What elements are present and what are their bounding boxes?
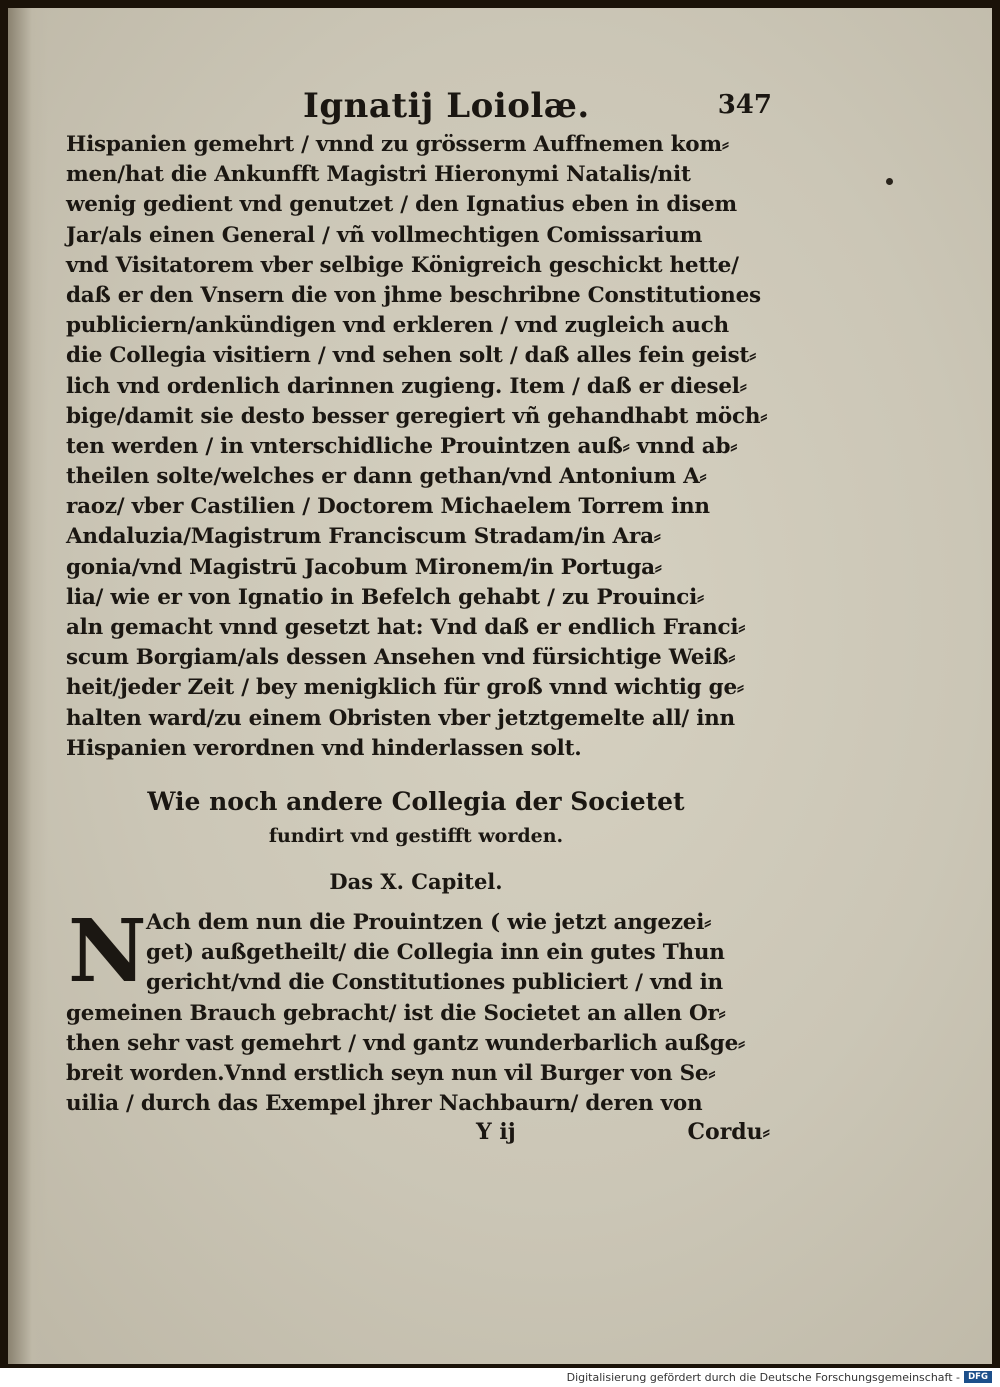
text-line: gonia/vnd Magistrū Jacobum Mironem/in Portuga⸗: [66, 554, 662, 580]
text-line: Hispanien verordnen vnd hinderlassen solt.: [66, 735, 582, 761]
text-line: halten ward/zu einem Obristen vber jetztgemelte all/ inn: [66, 705, 735, 731]
text-line: die Collegia visitiern / vnd sehen solt / daß alles fein geist⸗: [66, 343, 757, 369]
paragraph-1: [66, 130, 766, 764]
text-line: vnd Visitatorem vber selbige Königreich geschickt hette/: [66, 252, 739, 278]
text-line: breit worden.Vnnd erstlich seyn nun vil Burger von Se⸗: [66, 1060, 716, 1086]
section-subheading: fundirt vnd gestifft worden.: [268, 824, 564, 847]
text-line: heit/jeder Zeit / bey menigklich für groß vnnd wichtig ge⸗: [66, 675, 744, 701]
text-line: then sehr vast gemehrt / vnd gantz wunderbarlich außge⸗: [66, 1030, 745, 1056]
chapter-label: Das X. Capitel.: [329, 868, 503, 894]
paragraph-2: [66, 900, 766, 1119]
text-line: Jar/als einen General / vñ vollmechtigen Comissarium: [66, 222, 703, 248]
text-line: Hispanien gemehrt / vnnd zu grösserm Auffnemen kom⸗: [66, 132, 729, 157]
drop-cap-initial: N: [68, 900, 147, 1002]
text-line: aln gemacht vnnd gesetzt hat: Vnd daß er endlich Franci⸗: [66, 615, 746, 640]
text-line: daß er den Vnsern die von jhme beschribne Constitutiones: [66, 282, 761, 308]
text-line: ten werden / in vnterschidliche Prouintzen auß⸗ vnnd ab⸗: [66, 433, 738, 459]
text-line: lich vnd ordenlich darinnen zugieng. Item / daß er diesel⸗: [66, 373, 747, 399]
text-line: bige/damit sie desto besser geregiert vñ gehandhabt möch⸗: [66, 403, 768, 429]
text-line: publiciern/ankündigen vnd erkleren / vnd zugleich auch: [66, 313, 729, 339]
text-line: men/hat die Ankunfft Magistri Hieronymi Natalis/nit: [66, 162, 691, 188]
running-title: Ignatij Loiolæ.: [303, 86, 590, 126]
text-line: scum Borgiam/als dessen Ansehen vnd fürsichtige Weiß⸗: [66, 645, 736, 671]
text-line: gericht/vnd die Constitutiones publiciert / vnd in: [146, 970, 723, 996]
page-footer: [66, 1119, 770, 1155]
text-line: theilen solte/welches er dann gethan/vnd Antonium A⸗: [66, 464, 707, 490]
text-line: wenig gedient vnd genutzet / den Ignatius eben in disem: [66, 192, 737, 218]
credit-bar: [0, 1368, 1000, 1387]
ink-spot: [886, 178, 893, 185]
text-line: gemeinen Brauch gebracht/ ist die Societet an allen Or⸗: [66, 1000, 726, 1026]
text-line: raoz/ vber Castilien / Doctorem Michaelem Torrem inn: [66, 494, 710, 520]
text-line: Ach dem nun die Prouintzen ( wie jetzt angezei⸗: [146, 909, 712, 935]
text-block: [66, 86, 772, 1155]
section-heading: Wie noch andere Collegia der Societet: [147, 786, 685, 816]
text-line: uilia / durch das Exempel jhrer Nachbaurn/ deren von: [66, 1091, 703, 1117]
credit-text: Digitalisierung gefördert durch die Deutsche Forschungsgemeinschaft -: [566, 1371, 960, 1384]
text-line: Andaluzia/Magistrum Franciscum Stradam/in Ara⸗: [66, 524, 661, 550]
page-gutter-shadow: [8, 8, 48, 1364]
text-line: get) außgetheilt/ die Collegia inn ein gutes Thun: [146, 940, 725, 966]
dfg-logo[interactable]: DFG: [964, 1371, 992, 1383]
catchword: Cordu⸗: [687, 1119, 770, 1146]
signature-mark: Y ij: [476, 1119, 516, 1146]
text-line: lia/ wie er von Ignatio in Befelch gehabt / zu Prouinci⸗: [66, 584, 704, 610]
book-page: [8, 8, 992, 1364]
page-number: 347: [717, 90, 772, 120]
running-head: [66, 86, 772, 130]
